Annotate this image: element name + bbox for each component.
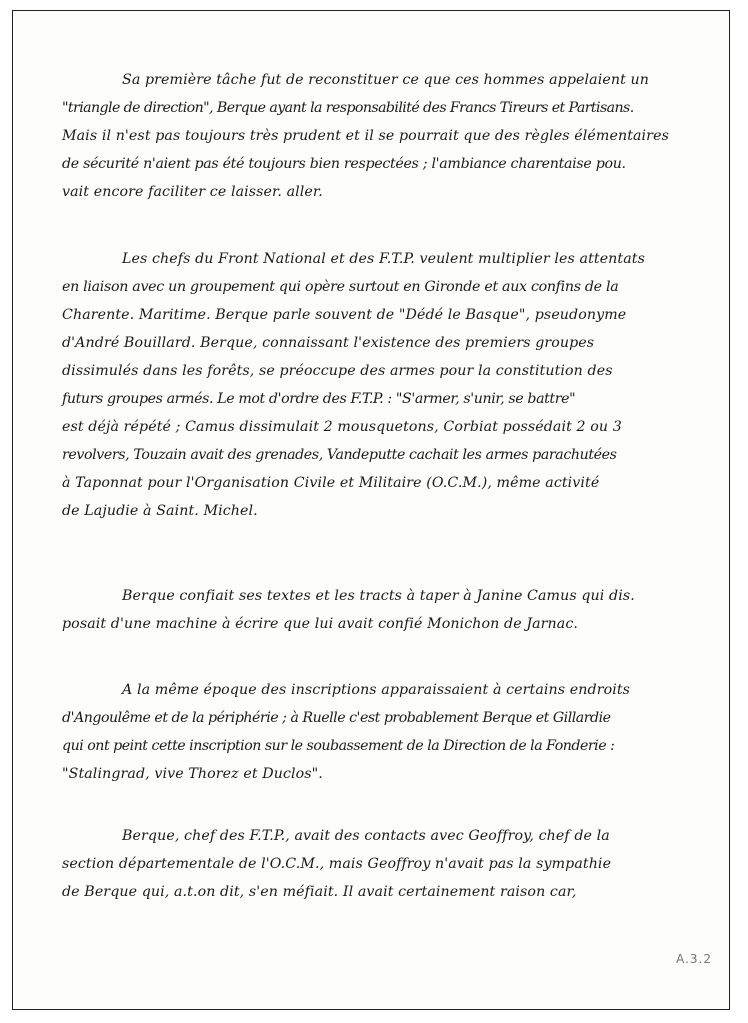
text-line: futurs groupes armés. Le mot d'ordre des F.T.P. : "S'armer, s'unir, se battre"	[62, 391, 576, 407]
text-line: posait d'une machine à écrire que lui avait confié Monichon de Jarnac.	[62, 616, 578, 632]
text-line: d'André Bouillard. Berque, connaissant l'existence des premiers groupes	[62, 335, 595, 351]
text-line: Les chefs du Front National et des F.T.P. veulent multiplier les attentats	[122, 251, 645, 267]
text-line: en liaison avec un groupement qui opère surtout en Gironde et aux confins de la	[62, 279, 619, 295]
text-line: Berque, chef des F.T.P., avait des contacts avec Geoffroy, chef de la	[122, 828, 610, 844]
text-line: vait encore faciliter ce laisser. aller.	[62, 184, 323, 200]
text-line: est déjà répété ; Camus dissimulait 2 mousquetons, Corbiat possédait 2 ou 3	[62, 419, 622, 435]
text-line: Charente. Maritime. Berque parle souvent de "Dédé le Basque", pseudonyme	[62, 307, 627, 323]
page-number: A.3.2	[676, 952, 712, 966]
paragraph-3	[62, 582, 718, 638]
paragraph-4	[62, 676, 718, 788]
text-line: Sa première tâche fut de reconstituer ce que ces hommes appelaient un	[122, 72, 649, 88]
paragraph-1	[62, 66, 718, 206]
text-line: "Stalingrad, vive Thorez et Duclos".	[62, 766, 323, 782]
text-line: d'Angoulême et de la périphérie ; à Ruelle c'est probablement Berque et Gillardie	[62, 710, 611, 726]
text-line: de sécurité n'aient pas été toujours bien respectées ; l'ambiance charentaise pou.	[62, 156, 626, 172]
text-line: de Berque qui, a.t.on dit, s'en méfiait. Il avait certainement raison car,	[62, 884, 577, 900]
text-line: section départementale de l'O.C.M., mais Geoffroy n'avait pas la sympathie	[62, 856, 612, 872]
text-line: qui ont peint cette inscription sur le soubassement de la Direction de la Fonderie :	[62, 738, 615, 754]
text-line: dissimulés dans les forêts, se préoccupe des armes pour la constitution des	[62, 363, 613, 379]
paragraph-2	[62, 245, 718, 525]
text-line: "triangle de direction", Berque ayant la responsabilité des Francs Tireurs et Partisans.	[62, 100, 634, 116]
text-line: revolvers, Touzain avait des grenades, Vandeputte cachait les armes parachutées	[62, 447, 617, 463]
text-line: Berque confiait ses textes et les tracts à taper à Janine Camus qui dis.	[122, 588, 635, 604]
text-line: à Taponnat pour l'Organisation Civile et Militaire (O.C.M.), même activité	[62, 475, 600, 491]
text-line: A la même époque des inscriptions apparaissaient à certains endroits	[122, 682, 631, 698]
text-line: Mais il n'est pas toujours très prudent et il se pourrait que des règles élémentaires	[62, 128, 669, 144]
paragraph-5	[62, 822, 718, 906]
text-line: de Lajudie à Saint. Michel.	[62, 503, 258, 519]
